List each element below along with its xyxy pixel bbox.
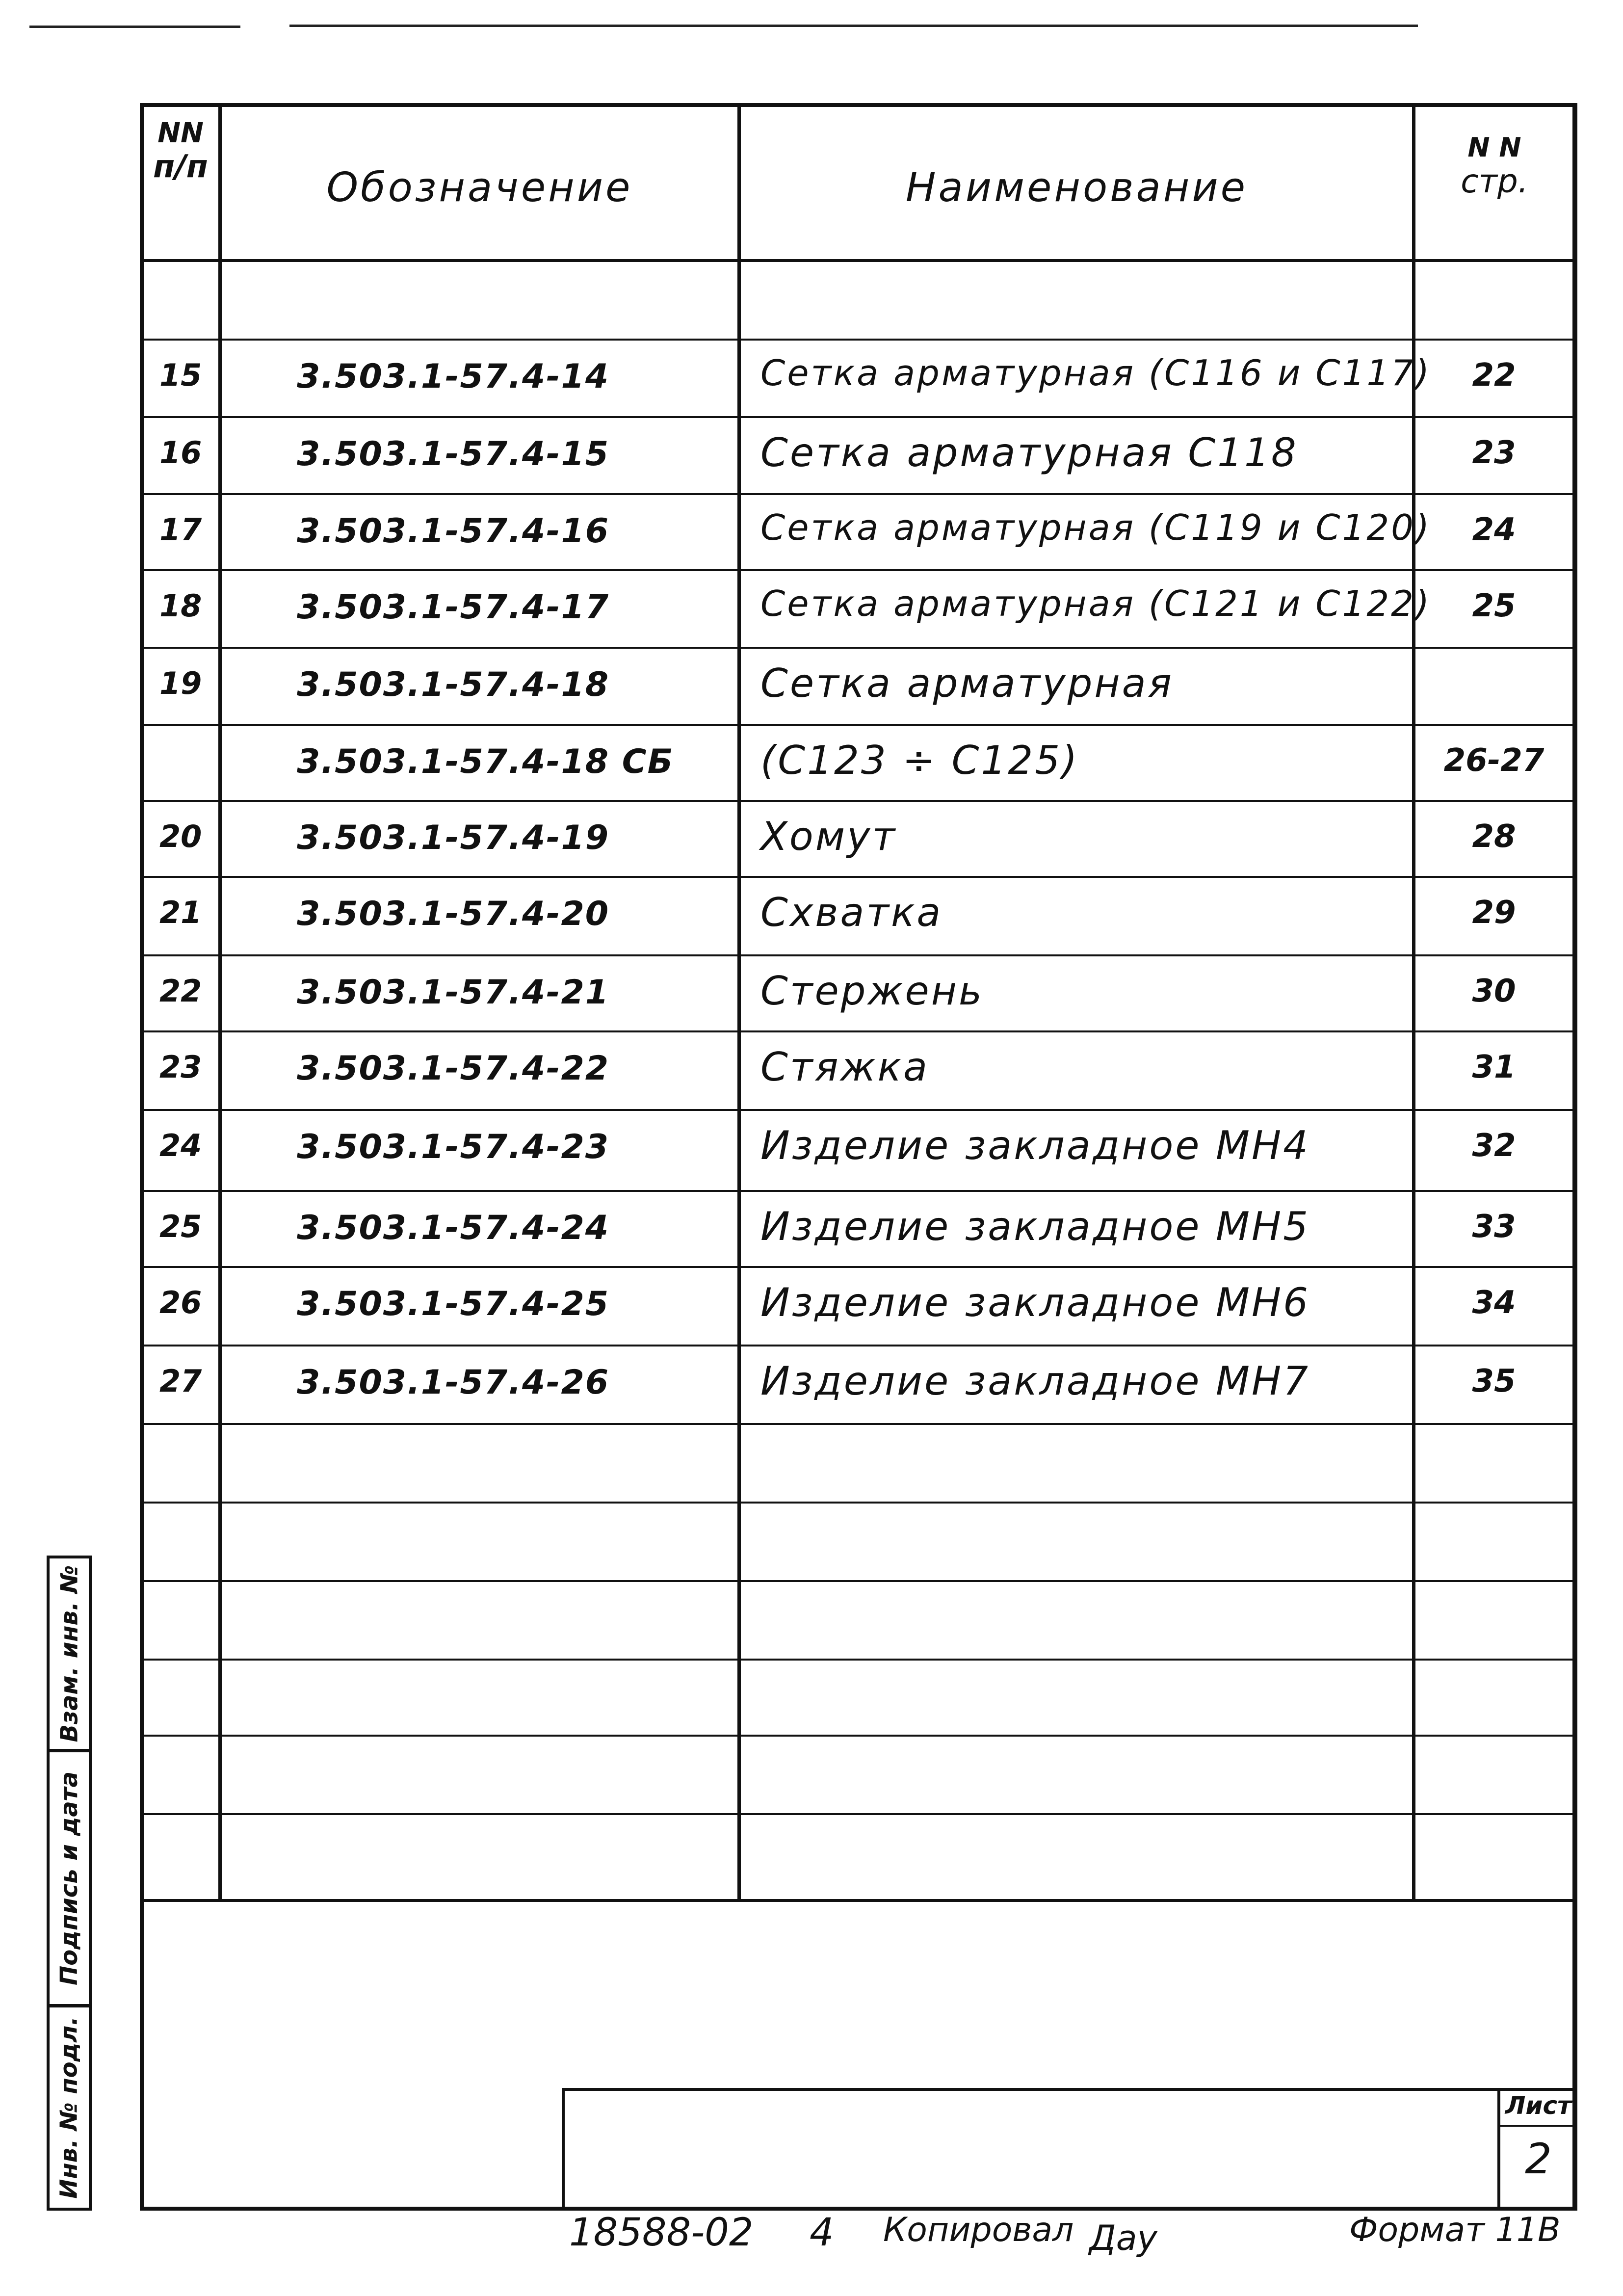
row-name: Сетка арматурная (С116 и С117) <box>760 352 1432 394</box>
row-code: 3.503.1-57.4-20 <box>297 895 610 933</box>
row-page: 31 <box>1472 1049 1516 1085</box>
row-code: 3.503.1-57.4-22 <box>297 1049 610 1088</box>
row-line <box>144 569 1572 571</box>
sheet-cell-divider <box>1497 2125 1577 2127</box>
row-page: 25 <box>1472 588 1516 624</box>
sheet-label: Лист <box>1505 2091 1572 2120</box>
table-bottom-line <box>140 1899 1577 1902</box>
row-line <box>144 800 1572 802</box>
row-page: 33 <box>1472 1209 1516 1245</box>
row-line <box>144 876 1572 878</box>
row-line <box>144 1266 1572 1268</box>
row-num: 17 <box>159 512 202 548</box>
row-name: Изделие закладное МН7 <box>760 1358 1310 1404</box>
row-num: 24 <box>159 1128 202 1163</box>
row-page: 29 <box>1472 895 1516 931</box>
row-name: Сетка арматурная (С119 и С120) <box>760 507 1432 548</box>
row-num: 19 <box>159 665 202 701</box>
footer-volume: 4 <box>810 2211 834 2255</box>
col-line-2 <box>737 103 741 1901</box>
row-name: Сетка арматурная <box>760 660 1174 706</box>
row-page: 22 <box>1472 357 1516 394</box>
row-page: 30 <box>1472 973 1516 1009</box>
row-name: Стяжка <box>760 1044 929 1090</box>
header-page-top: N N <box>1467 132 1521 163</box>
row-line <box>144 1502 1572 1504</box>
row-num: 27 <box>159 1363 202 1399</box>
row-name: (С123 ÷ С125) <box>760 738 1079 783</box>
row-page: 26-27 <box>1443 742 1544 779</box>
col-line-1 <box>218 103 222 1901</box>
row-page: 28 <box>1472 818 1516 855</box>
row-num: 15 <box>159 357 202 393</box>
header-separator <box>140 259 1577 262</box>
row-num: 20 <box>159 818 202 854</box>
side-stamp <box>47 1556 140 2211</box>
sheet-number: 2 <box>1525 2135 1552 2184</box>
row-line <box>144 1345 1572 1346</box>
row-code: 3.503.1-57.4-19 <box>297 818 610 857</box>
row-page: 24 <box>1472 512 1516 548</box>
row-num: 16 <box>159 435 202 471</box>
row-line <box>144 1580 1572 1582</box>
row-code: 3.503.1-57.4-24 <box>297 1209 610 1247</box>
row-line <box>144 647 1572 649</box>
footer-copied: Копировал <box>883 2211 1074 2249</box>
row-num: 23 <box>159 1049 202 1085</box>
row-line <box>144 1030 1572 1032</box>
row-num: 26 <box>159 1285 202 1320</box>
row-line <box>144 724 1572 726</box>
side-label-podpis: Подпись и дата <box>55 1771 83 1985</box>
row-name: Изделие закладное МН4 <box>760 1123 1310 1168</box>
row-code: 3.503.1-57.4-25 <box>297 1285 610 1323</box>
row-name: Изделие закладное МН5 <box>760 1204 1310 1249</box>
row-page: 32 <box>1472 1128 1516 1164</box>
row-num: 21 <box>159 895 202 930</box>
footer-signature: Дау <box>1089 2218 1158 2258</box>
row-code: 3.503.1-57.4-18 <box>297 665 610 704</box>
footer-format: Формат 11В <box>1349 2211 1561 2249</box>
row-num: 25 <box>159 1209 202 1244</box>
row-line <box>144 416 1572 418</box>
row-line <box>144 1109 1572 1111</box>
row-name: Сетка арматурная (С121 и С122) <box>760 583 1432 624</box>
side-label-vzam: Взам. инв. № <box>55 1565 83 1742</box>
header-num-top: NN <box>157 117 204 149</box>
row-line <box>144 1735 1572 1737</box>
row-num: 18 <box>159 588 202 624</box>
header-page <box>1416 132 1573 200</box>
row-page: 34 <box>1472 1285 1516 1321</box>
row-line <box>144 954 1572 956</box>
row-page: 35 <box>1472 1363 1516 1399</box>
row-code: 3.503.1-57.4-17 <box>297 588 610 627</box>
row-name: Хомут <box>760 814 897 859</box>
header-page-bottom: стр. <box>1461 162 1528 201</box>
top-rule-1 <box>29 26 240 28</box>
row-num: 22 <box>159 973 202 1009</box>
row-line <box>144 493 1572 495</box>
row-name: Схватка <box>760 890 943 935</box>
row-code: 3.503.1-57.4-21 <box>297 973 610 1012</box>
row-name: Сетка арматурная С118 <box>760 430 1298 475</box>
row-code: 3.503.1-57.4-18 СБ <box>297 742 674 781</box>
row-name: Стержень <box>760 968 984 1014</box>
row-code: 3.503.1-57.4-15 <box>297 435 610 474</box>
row-line <box>144 1659 1572 1661</box>
row-name: Изделие закладное МН6 <box>760 1280 1310 1325</box>
row-code: 3.503.1-57.4-14 <box>297 357 610 396</box>
header-num-bottom: п/п <box>153 149 208 185</box>
row-line <box>144 1813 1572 1815</box>
row-code: 3.503.1-57.4-26 <box>297 1363 610 1402</box>
title-block <box>562 2088 1577 2211</box>
row-code: 3.503.1-57.4-16 <box>297 512 610 551</box>
top-rule-2 <box>289 25 1418 27</box>
header-name: Наименование <box>905 164 1248 211</box>
row-page: 23 <box>1472 435 1516 471</box>
row-line <box>144 1423 1572 1425</box>
row-line <box>144 1190 1572 1192</box>
row-line <box>144 339 1572 341</box>
footer-doc-number: 18588-02 <box>569 2211 754 2255</box>
row-code: 3.503.1-57.4-23 <box>297 1128 610 1166</box>
header-code: Обозначение <box>326 164 633 211</box>
side-label-inv: Инв. № подл. <box>55 2016 83 2199</box>
header-num <box>144 118 217 185</box>
